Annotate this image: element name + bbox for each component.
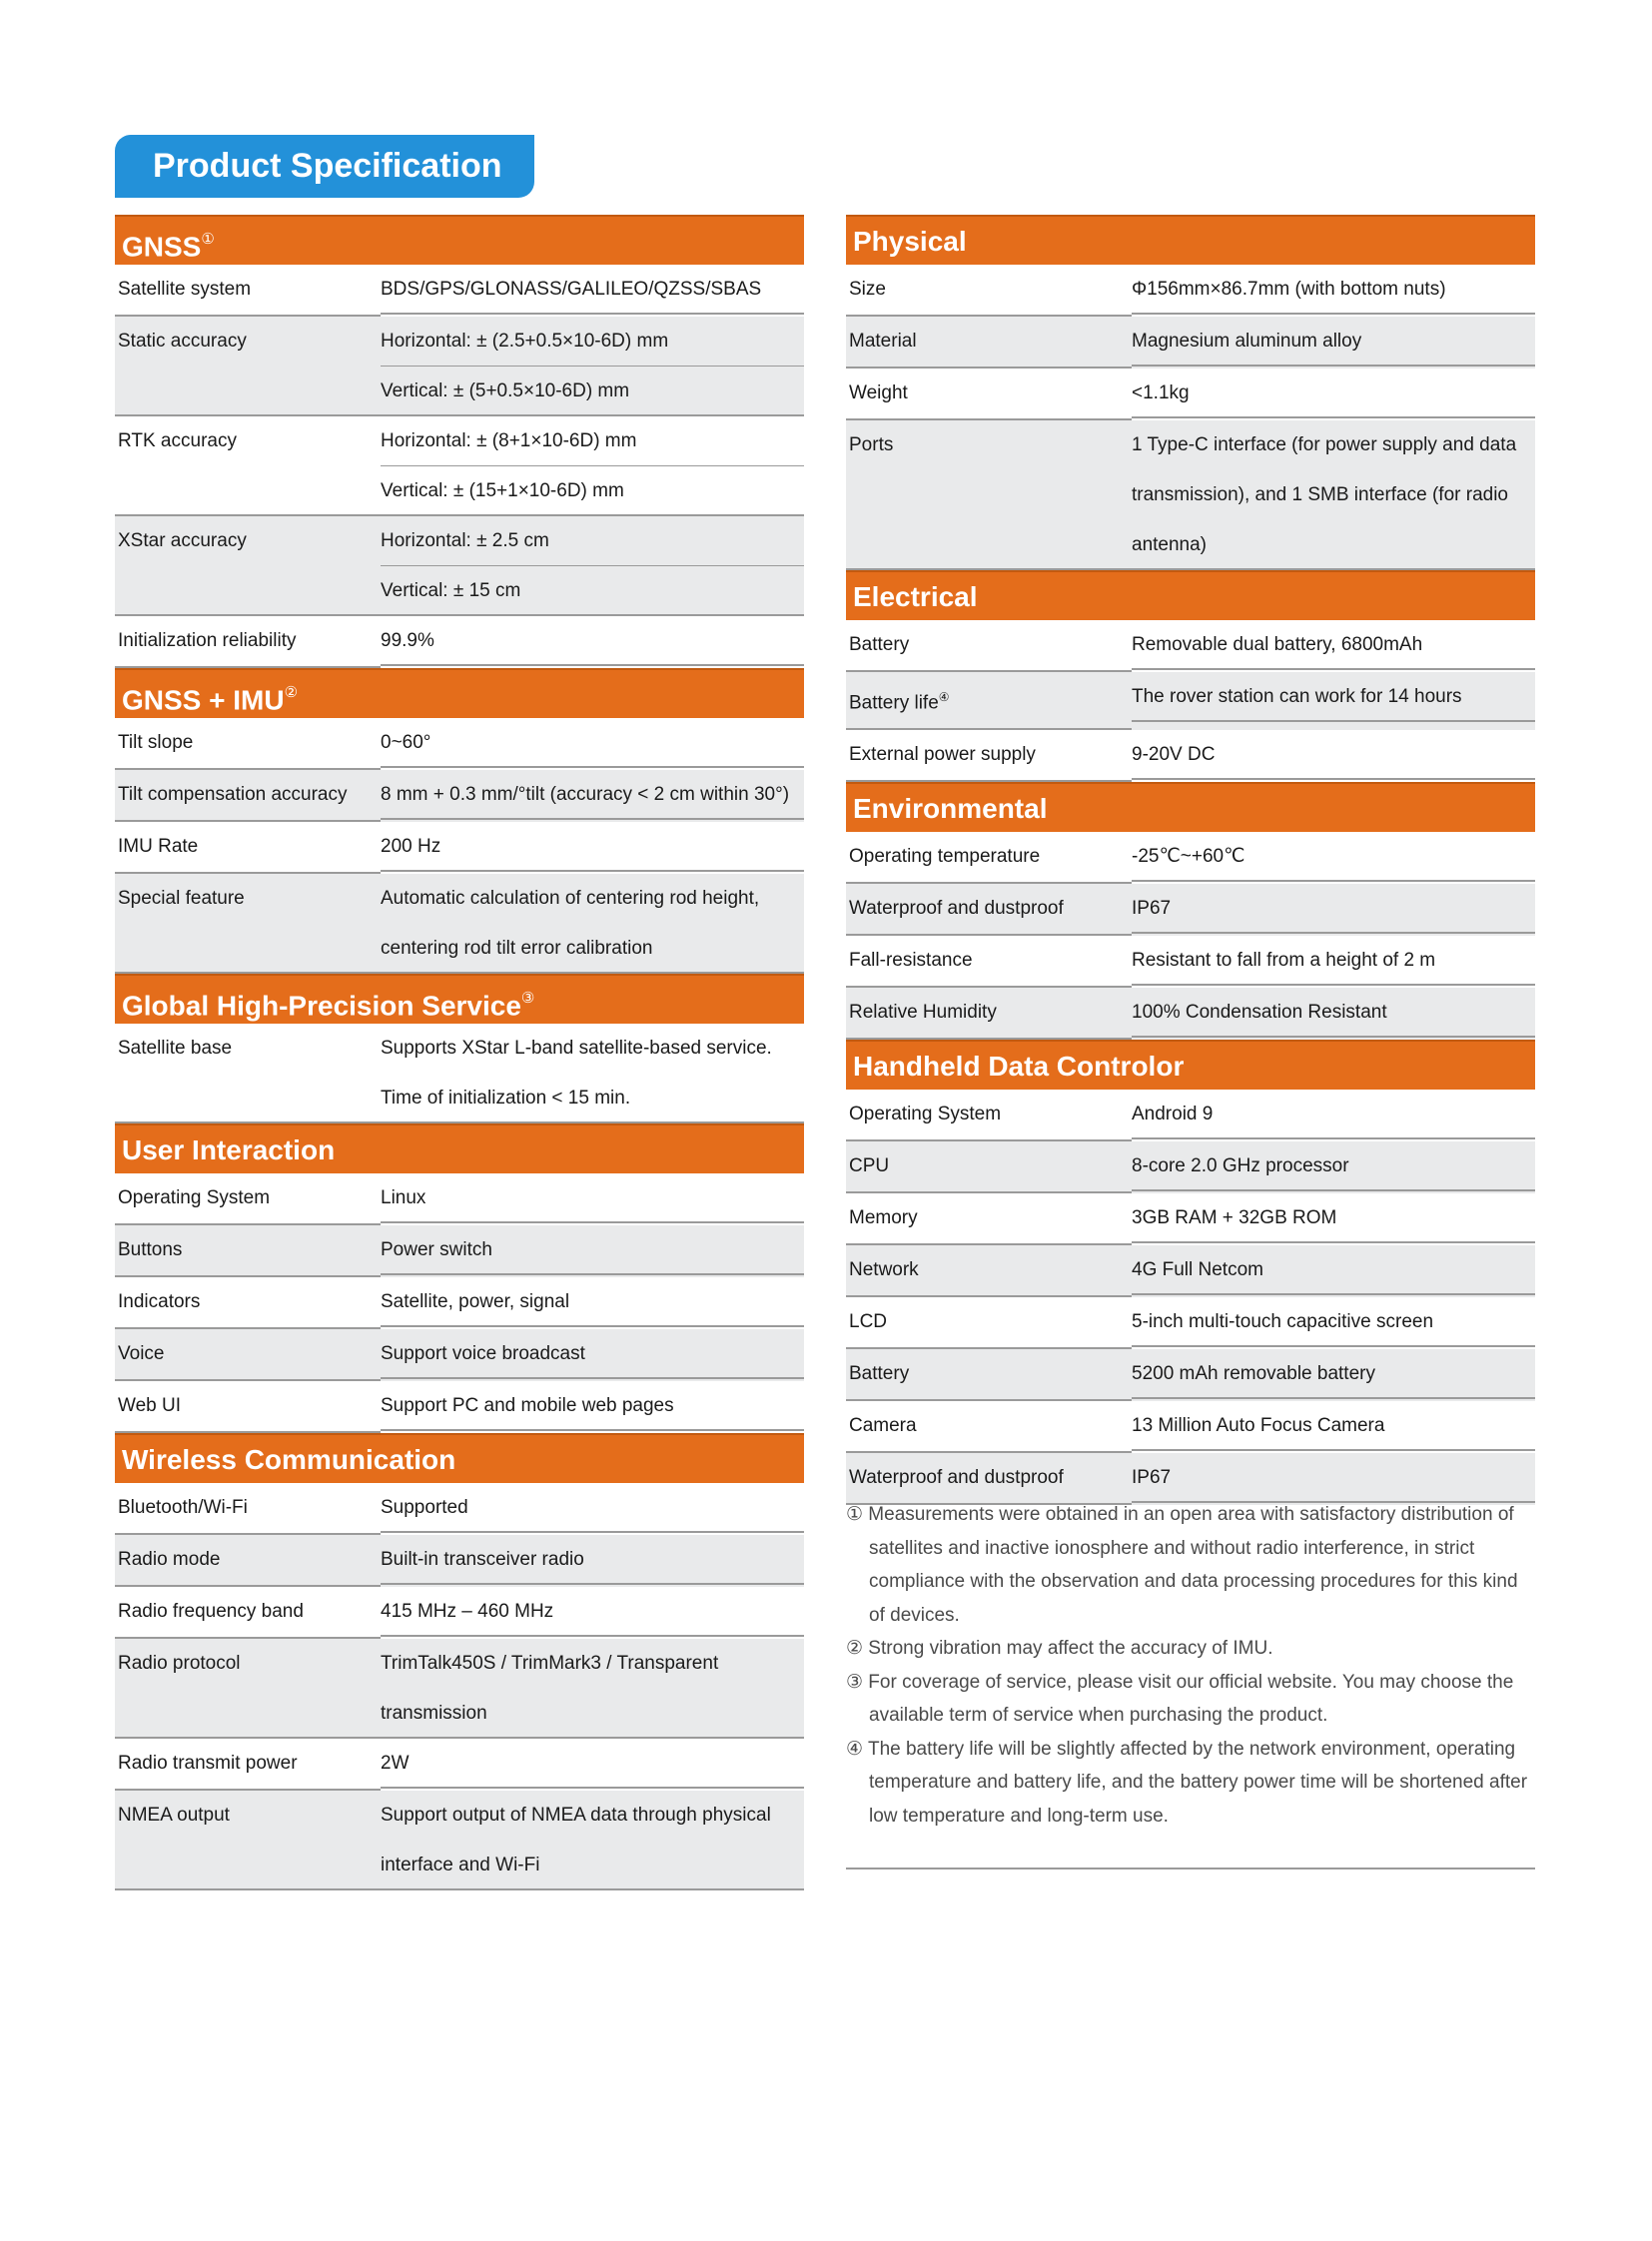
spec-row [115, 1277, 804, 1329]
section-title: Global High-Precision Service [122, 990, 521, 1022]
spec-label [846, 1401, 1132, 1453]
section-header-global-high-precision-service [115, 974, 804, 1024]
spec-label-text: Voice [118, 1343, 165, 1364]
footnote-mark: ① [201, 231, 215, 248]
spec-value: Vertical: ± (5+0.5×10-6D) mm [381, 367, 804, 416]
spec-values [1132, 1245, 1535, 1297]
spec-label [115, 1739, 381, 1791]
spec-value: IP67 [1132, 884, 1535, 934]
spec-value: Resistant to fall from a height of 2 m [1132, 936, 1535, 986]
spec-value: 200 Hz [381, 822, 804, 872]
spec-label [846, 265, 1132, 317]
spec-row [846, 1401, 1535, 1453]
spec-label-text: Size [849, 279, 886, 300]
spec-label [115, 265, 381, 317]
spec-value: Power switch [381, 1225, 804, 1275]
spec-row [115, 1535, 804, 1587]
spec-value: 4G Full Netcom [1132, 1245, 1535, 1295]
footnotes [846, 1498, 1535, 1833]
spec-values [1132, 672, 1535, 730]
spec-label [115, 1535, 381, 1587]
spec-value: 5200 mAh removable battery [1132, 1349, 1535, 1399]
spec-label-text: Radio mode [118, 1549, 221, 1570]
spec-row [115, 265, 804, 317]
section-title: Handheld Data Controlor [853, 1051, 1185, 1083]
footnote-3: ③ For coverage of service, please visit our official website. You may choose the available term of service when purchasing the product. [846, 1671, 1514, 1726]
spec-row [846, 620, 1535, 672]
spec-label-text: Camera [849, 1415, 917, 1437]
spec-label [846, 620, 1132, 672]
spec-row [115, 1587, 804, 1639]
spec-label-text: Battery life [849, 692, 939, 714]
spec-row [115, 1791, 804, 1890]
spec-values [381, 317, 804, 416]
spec-value: 5-inch multi-touch capacitive screen [1132, 1297, 1535, 1347]
section-title: Environmental [853, 793, 1048, 825]
spec-values [1132, 884, 1535, 936]
section-title: User Interaction [122, 1134, 336, 1165]
spec-label [846, 1245, 1132, 1297]
spec-value: Linux [381, 1173, 804, 1223]
spec-value: BDS/GPS/GLONASS/GALILEO/QZSS/SBAS [381, 265, 804, 315]
spec-label-text: Tilt slope [118, 732, 194, 753]
spec-label-text: Network [849, 1259, 919, 1281]
spec-value: 9-20V DC [1132, 730, 1535, 780]
spec-label-text: Buttons [118, 1239, 183, 1260]
spec-value: Supports XStar L-band satellite-based service. [381, 1038, 772, 1059]
spec-label-text: Battery [849, 634, 910, 655]
section-title: Electrical [853, 581, 978, 612]
spec-values [381, 770, 804, 822]
spec-label [846, 1349, 1132, 1401]
spec-label-text: Tilt compensation accuracy [118, 784, 348, 805]
spec-label [115, 1173, 381, 1225]
spec-label-text: Special feature [118, 888, 245, 909]
spec-value: Horizontal: ± 2.5 cm [381, 516, 804, 566]
spec-value: Support output of NMEA data through physical [381, 1805, 771, 1826]
spec-row [115, 1225, 804, 1277]
spec-label [846, 884, 1132, 936]
spec-values [1132, 1090, 1535, 1141]
spec-row [846, 884, 1535, 936]
spec-label-text: LCD [849, 1311, 888, 1333]
section-header-user-interaction [115, 1123, 804, 1173]
spec-row [846, 369, 1535, 420]
spec-label [115, 718, 381, 770]
spec-value: Φ156mm×86.7mm (with bottom nuts) [1132, 265, 1535, 315]
spec-value: Automatic calculation of centering rod height, [381, 888, 760, 909]
spec-label [846, 1193, 1132, 1245]
spec-label-text: Initialization reliability [118, 630, 297, 651]
spec-label-text: CPU [849, 1155, 890, 1177]
spec-value: 415 MHz – 460 MHz [381, 1587, 804, 1637]
spec-value: Horizontal: ± (2.5+0.5×10-6D) mm [381, 317, 804, 367]
spec-value: Time of initialization < 15 min. [381, 1074, 804, 1123]
section-header-gnss [115, 215, 804, 265]
spec-label [846, 369, 1132, 420]
spec-value: IP67 [1132, 1453, 1535, 1503]
spec-label [115, 516, 381, 616]
spec-row [115, 616, 804, 668]
spec-value: Horizontal: ± (8+1×10-6D) mm [381, 416, 804, 466]
spec-label-text: NMEA output [118, 1805, 230, 1826]
section-title: GNSS [122, 231, 202, 263]
spec-row [846, 1141, 1535, 1193]
spec-values [381, 1277, 804, 1329]
spec-row [846, 1245, 1535, 1297]
spec-row [115, 822, 804, 874]
spec-label [846, 317, 1132, 369]
spec-label-text: Material [849, 331, 917, 352]
right-spec-column [846, 215, 1535, 1505]
spec-value: transmission), and 1 SMB interface (for radio [1132, 484, 1508, 505]
spec-values [381, 265, 804, 317]
spec-label-text: Battery [849, 1363, 910, 1385]
spec-values [1132, 369, 1535, 420]
spec-label-text: Fall-resistance [849, 950, 973, 972]
spec-value: transmission [381, 1689, 804, 1739]
spec-value: 1 Type-C interface (for power supply and data [1132, 434, 1517, 455]
spec-row [846, 1297, 1535, 1349]
spec-values [381, 1225, 804, 1277]
spec-values [381, 1535, 804, 1587]
spec-label-text: Radio transmit power [118, 1753, 298, 1774]
spec-row [846, 936, 1535, 988]
spec-label [115, 1587, 381, 1639]
spec-values [381, 1024, 804, 1123]
spec-label [115, 1329, 381, 1381]
spec-label-text: Indicators [118, 1291, 201, 1312]
spec-row [115, 1329, 804, 1381]
spec-row [846, 1193, 1535, 1245]
spec-values [1132, 1349, 1535, 1401]
spec-row [115, 317, 804, 416]
spec-label [115, 874, 381, 974]
spec-value: 8 mm + 0.3 mm/°tilt (accuracy < 2 cm within 30°) [381, 770, 804, 820]
spec-row [846, 420, 1535, 570]
spec-value: Supported [381, 1483, 804, 1533]
spec-row [846, 317, 1535, 369]
spec-value: 8-core 2.0 GHz processor [1132, 1141, 1535, 1191]
spec-row [115, 416, 804, 516]
spec-label [846, 988, 1132, 1040]
spec-values [381, 874, 804, 974]
section-header-physical [846, 215, 1535, 265]
spec-label-text: Ports [849, 434, 894, 455]
spec-row [115, 1173, 804, 1225]
spec-value: 99.9% [381, 616, 804, 666]
spec-values [1132, 1401, 1535, 1453]
spec-label-text: Weight [849, 382, 908, 403]
spec-label-text: Radio frequency band [118, 1601, 304, 1622]
spec-label [846, 1090, 1132, 1141]
spec-label-text: RTK accuracy [118, 430, 237, 451]
spec-row [115, 1483, 804, 1535]
spec-label [115, 1225, 381, 1277]
spec-value: Removable dual battery, 6800mAh [1132, 620, 1535, 670]
spec-label-text: Relative Humidity [849, 1002, 997, 1024]
spec-label [115, 616, 381, 668]
spec-label-text: Operating temperature [849, 846, 1041, 868]
spec-values [1132, 420, 1535, 570]
spec-value: interface and Wi-Fi [381, 1841, 804, 1890]
section-header-electrical [846, 570, 1535, 620]
spec-label-text: XStar accuracy [118, 530, 247, 551]
spec-value: Vertical: ± 15 cm [381, 566, 804, 616]
spec-row [846, 265, 1535, 317]
spec-label-text: Operating System [849, 1104, 1002, 1125]
spec-values [1132, 832, 1535, 884]
spec-value: 13 Million Auto Focus Camera [1132, 1401, 1535, 1451]
footnote-4: ④ The battery life will be slightly affected by the network environment, operating temperature and battery life, and the battery power time will be shortened after low temperature and long-term use. [846, 1738, 1528, 1827]
spec-label [846, 936, 1132, 988]
spec-label [115, 770, 381, 822]
spec-label [115, 1639, 381, 1739]
spec-value: antenna) [1132, 520, 1535, 570]
spec-values [381, 1739, 804, 1791]
spec-label-text: Web UI [118, 1395, 182, 1416]
spec-row [115, 1024, 804, 1123]
section-header-handheld-data-controlor [846, 1040, 1535, 1090]
spec-values [381, 718, 804, 770]
spec-row [846, 1349, 1535, 1401]
footnote-mark: ② [284, 684, 299, 701]
spec-values [381, 1639, 804, 1739]
spec-row [846, 672, 1535, 730]
spec-values [381, 822, 804, 874]
spec-label-text: Waterproof and dustproof [849, 1467, 1064, 1489]
spec-label-text: Bluetooth/Wi-Fi [118, 1497, 248, 1518]
footnote-mark: ③ [520, 990, 535, 1007]
spec-label [846, 672, 1132, 730]
spec-label-text: Satellite system [118, 279, 252, 300]
spec-row [115, 516, 804, 616]
footnote-2: ② Strong vibration may affect the accuracy of IMU. [846, 1638, 1273, 1659]
spec-label-text: Memory [849, 1207, 918, 1229]
spec-value: Android 9 [1132, 1090, 1535, 1139]
section-title: GNSS + IMU [122, 684, 285, 716]
spec-label [115, 416, 381, 516]
spec-row [846, 832, 1535, 884]
spec-label [115, 1024, 381, 1123]
spec-value: centering rod tilt error calibration [381, 924, 804, 974]
spec-values [1132, 620, 1535, 672]
spec-label [115, 1381, 381, 1433]
spec-label-text: Operating System [118, 1187, 271, 1208]
spec-label [846, 1297, 1132, 1349]
section-header-environmental [846, 782, 1535, 832]
spec-value: Satellite, power, signal [381, 1277, 804, 1327]
footnote-1: ① Measurements were obtained in an open area with satisfactory distribution of satellites and inactive ionosphere and without radio interference, in strict compliance with the observation and data processing procedures for this kind of devices. [846, 1504, 1518, 1626]
spec-values [1132, 317, 1535, 369]
spec-values [381, 416, 804, 516]
spec-values [381, 1173, 804, 1225]
spec-value: Support voice broadcast [381, 1329, 804, 1379]
spec-values [381, 616, 804, 668]
spec-label [846, 420, 1132, 570]
section-header-wireless-communication [115, 1433, 804, 1483]
spec-label [846, 730, 1132, 782]
spec-values [1132, 1141, 1535, 1193]
spec-label [115, 822, 381, 874]
spec-label [846, 832, 1132, 884]
spec-values [381, 1587, 804, 1639]
spec-values [1132, 1193, 1535, 1245]
footnote-mark: ④ [938, 690, 950, 704]
spec-row [115, 874, 804, 974]
spec-label-text: Static accuracy [118, 331, 247, 352]
spec-row [846, 988, 1535, 1040]
footnotes-divider [846, 1868, 1535, 1869]
section-header-gnss-imu [115, 668, 804, 718]
spec-value: The rover station can work for 14 hours [1132, 672, 1535, 722]
spec-row [115, 1639, 804, 1739]
spec-label-text: IMU Rate [118, 836, 199, 857]
left-spec-column [115, 215, 804, 1890]
spec-row [115, 1739, 804, 1791]
spec-label [115, 317, 381, 416]
spec-label-text: Satellite base [118, 1038, 233, 1059]
spec-values [381, 516, 804, 616]
spec-value: Magnesium aluminum alloy [1132, 317, 1535, 367]
spec-value: <1.1kg [1132, 369, 1535, 418]
spec-row [846, 730, 1535, 782]
spec-value: -25℃~+60℃ [1132, 832, 1535, 882]
spec-value: Vertical: ± (15+1×10-6D) mm [381, 466, 804, 516]
spec-label [115, 1277, 381, 1329]
spec-values [381, 1381, 804, 1433]
spec-values [1132, 730, 1535, 782]
spec-row [846, 1090, 1535, 1141]
spec-values [381, 1329, 804, 1381]
section-title: Wireless Communication [122, 1444, 456, 1475]
spec-label-text: Radio protocol [118, 1653, 241, 1674]
spec-value: 100% Condensation Resistant [1132, 988, 1535, 1038]
spec-values [1132, 1297, 1535, 1349]
spec-label [115, 1791, 381, 1890]
spec-value: 3GB RAM + 32GB ROM [1132, 1193, 1535, 1243]
spec-value: Support PC and mobile web pages [381, 1381, 804, 1431]
spec-label-text: External power supply [849, 744, 1036, 766]
section-title: Physical [853, 226, 967, 257]
spec-value: Built-in transceiver radio [381, 1535, 804, 1585]
spec-row [115, 718, 804, 770]
spec-values [1132, 265, 1535, 317]
spec-row [115, 1381, 804, 1433]
spec-value: TrimTalk450S / TrimMark3 / Transparent [381, 1653, 719, 1674]
spec-values [1132, 936, 1535, 988]
spec-row [115, 770, 804, 822]
spec-values [381, 1483, 804, 1535]
spec-label-text: Waterproof and dustproof [849, 898, 1064, 920]
spec-label [846, 1141, 1132, 1193]
spec-values [381, 1791, 804, 1890]
spec-value: 0~60° [381, 718, 804, 768]
spec-values [1132, 988, 1535, 1040]
spec-label [115, 1483, 381, 1535]
page-title-banner: Product Specification [115, 135, 534, 198]
spec-value: 2W [381, 1739, 804, 1789]
